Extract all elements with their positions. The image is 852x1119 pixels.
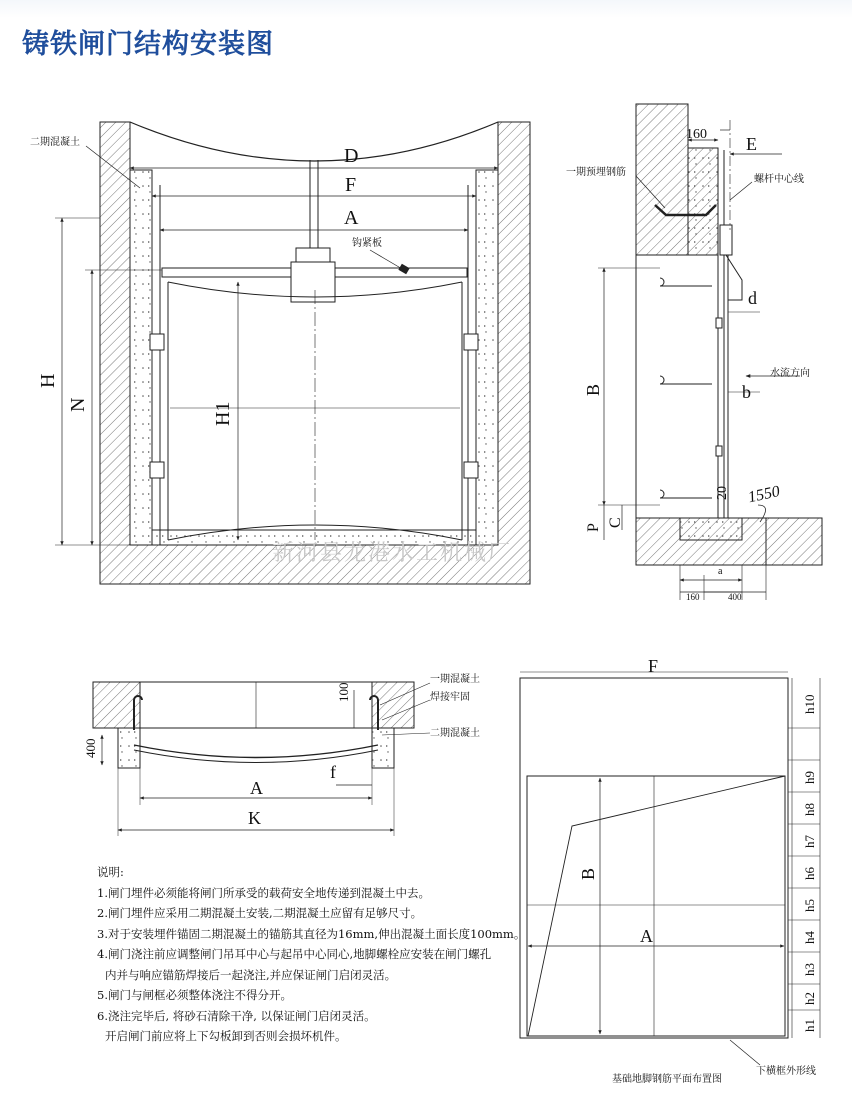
dim-N: N <box>67 397 89 412</box>
dim-h6: h6 <box>802 867 817 880</box>
note-line: 2.闸门埋件应采用二期混凝土安装,二期混凝土应留有足够尺寸。 <box>97 906 423 920</box>
dim-F-foundation: F <box>648 656 659 676</box>
dim-h3: h3 <box>802 963 817 976</box>
label-screw-centerline: 螺杆中心线 <box>754 174 804 185</box>
dim-400: 400 <box>728 592 742 602</box>
dim-h4: h4 <box>802 931 817 944</box>
dim-H: H <box>37 373 59 388</box>
dim-K: K <box>248 808 261 828</box>
dim-160-bottom: 160 <box>686 592 700 602</box>
plan-view-labels <box>83 672 480 828</box>
notes-block <box>97 862 526 1047</box>
note-line: 1.闸门埋件必须能将闸门所承受的载荷安全地传递到混凝土中去。 <box>97 885 430 900</box>
dim-E: E <box>746 134 757 154</box>
dim-h7: h7 <box>802 835 817 848</box>
dim-h1: h1 <box>802 1019 817 1032</box>
dim-160-top: 160 <box>686 127 707 142</box>
foundation-caption: 基础地脚钢筋平面布置图 <box>612 1074 722 1085</box>
dim-400-plan: 400 <box>83 738 98 758</box>
note-line: 开启闸门前应将上下勾板卸到否则会损坏机件。 <box>105 1029 347 1043</box>
dim-1550: 1550 <box>746 483 782 507</box>
dim-B-foundation: B <box>578 867 598 880</box>
dim-h5: h5 <box>802 899 817 912</box>
page-title: 铸铁闸门结构安装图 <box>22 29 274 60</box>
label-frame-line: 下横框外形线 <box>756 1066 816 1077</box>
dim-P: P <box>585 523 602 532</box>
dim-A-foundation: A <box>640 926 653 946</box>
dim-h10: h10 <box>802 694 817 714</box>
dim-f: f <box>330 762 336 782</box>
dim-h9: h9 <box>802 771 817 784</box>
dim-A: A <box>344 207 359 229</box>
label-weld: 焊接牢固 <box>430 692 470 703</box>
dim-h8: h8 <box>802 803 817 816</box>
note-line: 6.浇注完毕后, 将砂石清除干净, 以保证闸门启闭灵活。 <box>97 1008 376 1023</box>
foundation-plan-labels <box>578 656 817 1085</box>
label-water-flow: 水流方向 <box>770 368 810 379</box>
foundation-plan <box>520 672 820 1065</box>
dim-a: a <box>718 566 723 577</box>
note-line: 3.对于安装埋件锚固二期混凝土的锚筋其直径为16mm,伸出混凝土面长度100mm。 <box>97 926 526 941</box>
note-line: 5.闸门与闸框必须整体浇注不得分开。 <box>97 988 292 1002</box>
label-clamp-plate: 钩紧板 <box>352 238 382 249</box>
dim-H1: H1 <box>212 401 234 426</box>
dim-B: B <box>583 383 603 396</box>
label-first-concrete: 一期混凝土 <box>430 674 480 685</box>
dim-F: F <box>345 174 357 196</box>
note-line: 4.闸门浇注前应调整闸门吊耳中心与起吊中心同心,地脚螺栓应安装在闸门螺孔 <box>97 947 492 961</box>
note-line: 内并与响应锚筋焊接后一起浇注,并应保证闸门启闭灵活。 <box>105 967 397 982</box>
plan-view <box>93 682 430 836</box>
dim-b: b <box>742 382 751 402</box>
dim-h2: h2 <box>802 992 817 1005</box>
dim-d: d <box>748 288 757 308</box>
dim-100: 100 <box>336 682 351 702</box>
notes-heading: 说明: <box>97 865 124 879</box>
dim-A-plan: A <box>250 778 263 798</box>
dim-D: D <box>344 145 359 167</box>
label-secondary-concrete: 二期混凝土 <box>30 137 80 148</box>
dim-20: 20 <box>715 486 730 500</box>
watermark: 新河县龙港水工机械厂 <box>272 540 513 565</box>
label-second-concrete: 二期混凝土 <box>430 728 480 739</box>
front-view <box>55 122 530 584</box>
right-secondary-concrete <box>476 170 498 545</box>
label-first-stage-rebar: 一期预埋钢筋 <box>566 167 626 178</box>
left-secondary-concrete <box>130 170 152 545</box>
dim-C: C <box>607 517 624 528</box>
